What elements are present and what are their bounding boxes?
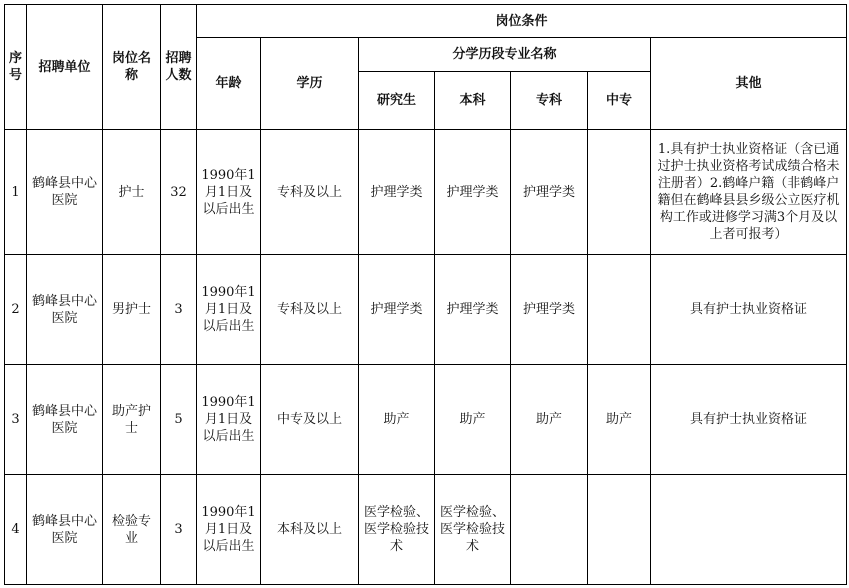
table-row [5,475,847,585]
cell-age: 1990年1月1日及以后出生 [197,475,261,585]
cell-bachelor: 护理学类 [435,130,511,255]
cell-count: 3 [161,255,197,365]
cell-other: 1.具有护士执业资格证（含已通过护士执业资格考试成绩合格未注册者）2.鹤峰户籍（非鹤峰户籍但在鹤峰县县乡级公立医疗机构工作或进修学习满3个月及以上者可报考） [651,130,847,255]
cell-graduate: 护理学类 [359,130,435,255]
cell-count: 32 [161,130,197,255]
header-seq: 序号 [5,5,27,130]
cell-unit: 鹤峰县中心医院 [27,130,103,255]
cell-other [651,475,847,585]
cell-seq: 2 [5,255,27,365]
header-education: 学历 [261,38,359,130]
cell-age: 1990年1月1日及以后出生 [197,365,261,475]
table-row [5,255,847,365]
cell-age: 1990年1月1日及以后出生 [197,130,261,255]
cell-graduate: 医学检验、医学检验技术 [359,475,435,585]
cell-college: 护理学类 [511,255,588,365]
cell-college: 护理学类 [511,130,588,255]
header-count: 招聘人数 [161,5,197,130]
cell-position: 检验专业 [103,475,161,585]
cell-education: 专科及以上 [261,130,359,255]
cell-position: 男护士 [103,255,161,365]
cell-position: 助产护士 [103,365,161,475]
cell-graduate: 护理学类 [359,255,435,365]
cell-graduate: 助产 [359,365,435,475]
cell-unit: 鹤峰县中心医院 [27,365,103,475]
cell-seq: 4 [5,475,27,585]
header-major-group: 分学历段专业名称 [359,38,651,72]
cell-college: 助产 [511,365,588,475]
cell-count: 3 [161,475,197,585]
cell-secondary [588,130,651,255]
cell-bachelor: 护理学类 [435,255,511,365]
cell-secondary: 助产 [588,365,651,475]
cell-seq: 1 [5,130,27,255]
header-row-1 [5,5,847,38]
cell-seq: 3 [5,365,27,475]
cell-bachelor: 医学检验、医学检验技术 [435,475,511,585]
cell-position: 护士 [103,130,161,255]
table-row [5,365,847,475]
cell-education: 中专及以上 [261,365,359,475]
header-position: 岗位名称 [103,5,161,130]
cell-education: 专科及以上 [261,255,359,365]
table-row [5,130,847,255]
cell-other: 具有护士执业资格证 [651,365,847,475]
cell-college [511,475,588,585]
header-unit: 招聘单位 [27,5,103,130]
cell-secondary [588,255,651,365]
cell-unit: 鹤峰县中心医院 [27,475,103,585]
recruitment-table [4,4,847,585]
header-college: 专科 [511,72,588,130]
cell-education: 本科及以上 [261,475,359,585]
cell-unit: 鹤峰县中心医院 [27,255,103,365]
cell-count: 5 [161,365,197,475]
header-conditions: 岗位条件 [197,5,847,38]
cell-secondary [588,475,651,585]
header-secondary: 中专 [588,72,651,130]
header-graduate: 研究生 [359,72,435,130]
header-other: 其他 [651,38,847,130]
cell-other: 具有护士执业资格证 [651,255,847,365]
header-bachelor: 本科 [435,72,511,130]
cell-bachelor: 助产 [435,365,511,475]
cell-age: 1990年1月1日及以后出生 [197,255,261,365]
header-age: 年龄 [197,38,261,130]
